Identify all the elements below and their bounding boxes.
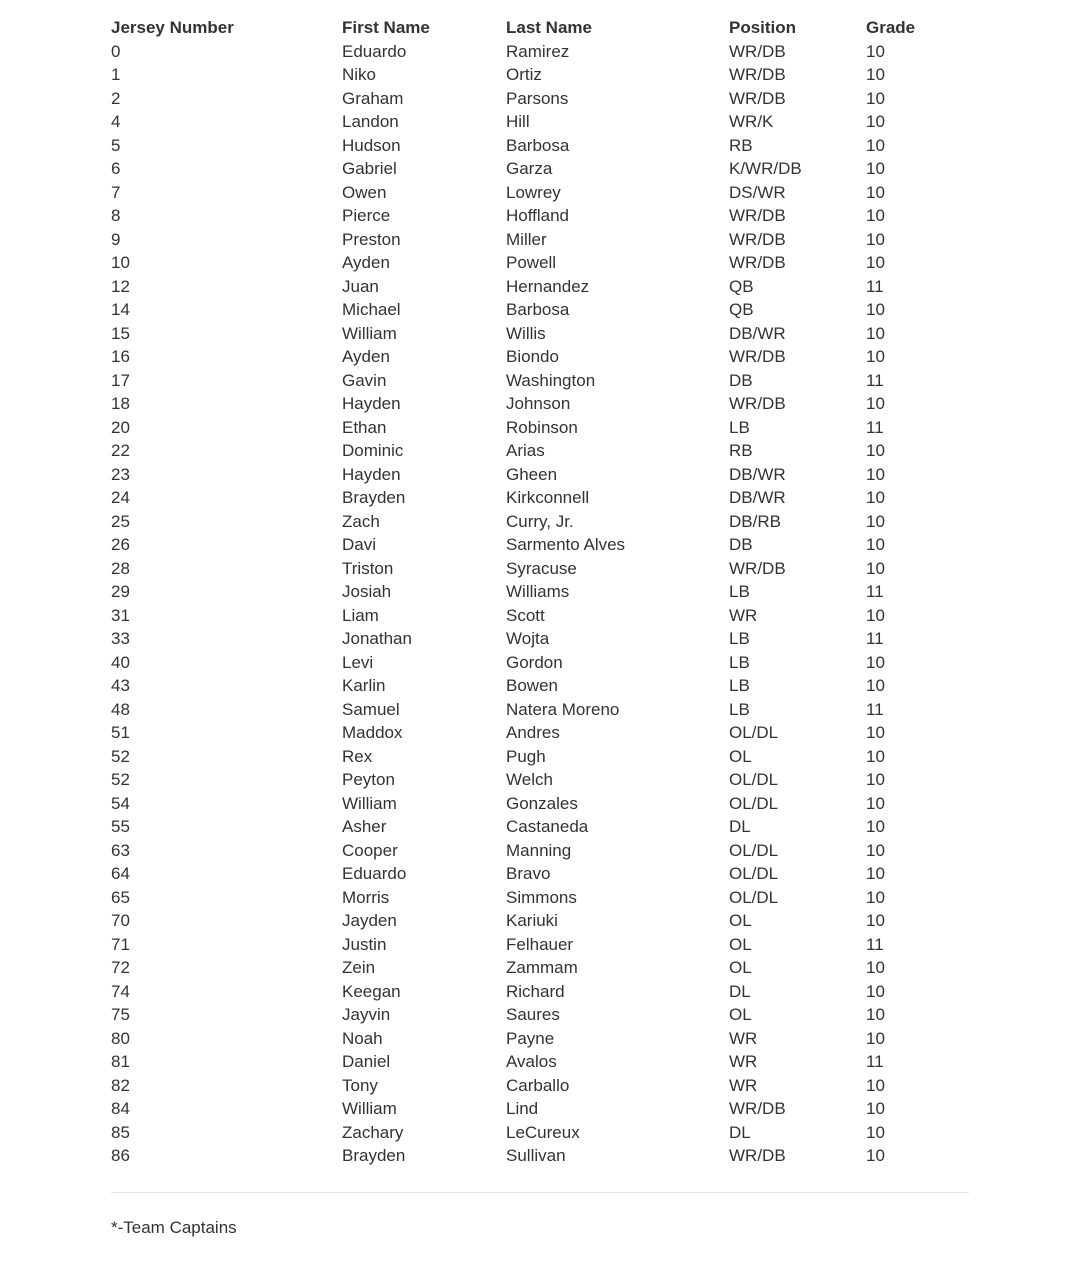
last-name-cell: Simmons	[506, 887, 577, 907]
grade-cell: 10	[866, 1122, 885, 1142]
last-name-cell: Gheen	[506, 464, 558, 484]
table-row	[111, 839, 969, 863]
first-name-cell: Dominic	[342, 441, 404, 460]
jersey-number-cell: 12	[111, 276, 130, 296]
grade-cell: 10	[866, 41, 885, 61]
position-cell: DB	[729, 370, 753, 390]
jersey-number-cell: 43	[111, 676, 130, 695]
position-cell: LB	[729, 417, 750, 437]
position-cell: WR/DB	[729, 253, 786, 272]
first-name-cell: Tony	[342, 1075, 378, 1095]
table-row	[111, 1050, 969, 1074]
grade-cell: 10	[866, 887, 885, 907]
table-row	[111, 322, 969, 346]
last-name-cell: Barbosa	[506, 300, 570, 319]
last-name-cell: Williams	[506, 582, 570, 601]
position-cell: WR/DB	[729, 394, 786, 413]
jersey-number-cell: 1	[111, 65, 121, 84]
first-name-cell: Zach	[342, 511, 380, 531]
table-row	[111, 134, 969, 158]
last-name-cell: Saures	[506, 1005, 560, 1024]
table-row	[111, 204, 969, 228]
position-cell: DB/WR	[729, 323, 786, 343]
header-first-name: First Name	[342, 18, 430, 37]
table-row	[111, 345, 969, 369]
position-cell: WR/DB	[729, 1146, 786, 1165]
last-name-cell: Barbosa	[506, 135, 570, 155]
grade-cell: 10	[866, 958, 885, 977]
grade-cell: 11	[866, 629, 884, 648]
grade-cell: 10	[866, 112, 885, 131]
first-name-cell: Noah	[342, 1028, 383, 1048]
last-name-cell: Bravo	[506, 864, 551, 883]
grade-cell: 10	[866, 488, 885, 507]
jersey-number-cell: 17	[111, 370, 130, 390]
first-name-cell: Triston	[342, 558, 394, 578]
table-row	[111, 1074, 969, 1098]
first-name-cell: Eduardo	[342, 41, 407, 61]
grade-cell: 10	[866, 1075, 885, 1095]
jersey-number-cell: 86	[111, 1146, 130, 1165]
jersey-number-cell: 20	[111, 417, 130, 437]
first-name-cell: Rex	[342, 746, 373, 766]
first-name-cell: Graham	[342, 88, 404, 108]
table-row	[111, 228, 969, 252]
table-row	[111, 580, 969, 604]
grade-cell: 11	[866, 370, 884, 390]
jersey-number-cell: 70	[111, 911, 130, 930]
first-name-cell: Justin	[342, 934, 387, 954]
jersey-number-cell: 80	[111, 1028, 130, 1048]
table-row	[111, 1097, 969, 1121]
jersey-number-cell: 16	[111, 347, 130, 366]
jersey-number-cell: 2	[111, 88, 121, 108]
position-cell: LB	[729, 652, 750, 672]
grade-cell: 10	[866, 864, 885, 883]
jersey-number-cell: 52	[111, 746, 130, 766]
first-name-cell: Eduardo	[342, 864, 407, 883]
last-name-cell: Scott	[506, 605, 545, 625]
last-name-cell: Kariuki	[506, 911, 558, 930]
table-row	[111, 933, 969, 957]
grade-cell: 10	[866, 817, 885, 836]
first-name-cell: Hayden	[342, 394, 401, 413]
last-name-cell: Washington	[506, 370, 596, 390]
grade-cell: 10	[866, 65, 885, 84]
last-name-cell: Robinson	[506, 417, 578, 437]
last-name-cell: Bowen	[506, 676, 558, 695]
grade-cell: 11	[866, 1052, 884, 1071]
first-name-cell: Gavin	[342, 370, 387, 390]
table-row	[111, 745, 969, 769]
grade-cell: 10	[866, 793, 885, 813]
last-name-cell: Johnson	[506, 394, 571, 413]
table-row	[111, 1121, 969, 1145]
jersey-number-cell: 18	[111, 394, 130, 413]
grade-cell: 11	[866, 582, 884, 601]
grade-cell: 10	[866, 605, 885, 625]
divider	[111, 1192, 969, 1193]
last-name-cell: Ortiz	[506, 65, 542, 84]
first-name-cell: Liam	[342, 605, 379, 625]
table-row	[111, 439, 969, 463]
position-cell: OL	[729, 934, 752, 954]
last-name-cell: Curry, Jr.	[506, 511, 574, 531]
table-row	[111, 1003, 969, 1027]
last-name-cell: Garza	[506, 159, 553, 178]
position-cell: QB	[729, 300, 754, 319]
first-name-cell: Zachary	[342, 1122, 404, 1142]
table-row	[111, 792, 969, 816]
position-cell: K/WR/DB	[729, 159, 802, 178]
table-row	[111, 486, 969, 510]
position-cell: WR/DB	[729, 229, 786, 249]
position-cell: DL	[729, 981, 751, 1001]
last-name-cell: Biondo	[506, 347, 559, 366]
last-name-cell: Richard	[506, 981, 565, 1001]
grade-cell: 10	[866, 981, 885, 1001]
table-row	[111, 275, 969, 299]
last-name-cell: Felhauer	[506, 934, 574, 954]
last-name-cell: Zammam	[506, 958, 578, 977]
last-name-cell: Lind	[506, 1099, 539, 1118]
grade-cell: 10	[866, 770, 885, 789]
jersey-number-cell: 10	[111, 253, 130, 272]
last-name-cell: Syracuse	[506, 558, 577, 578]
last-name-cell: LeCureux	[506, 1122, 580, 1142]
grade-cell: 10	[866, 347, 885, 366]
first-name-cell: Jonathan	[342, 629, 412, 648]
last-name-cell: Lowrey	[506, 182, 561, 202]
position-cell: DL	[729, 1122, 751, 1142]
position-cell: OL	[729, 958, 752, 977]
first-name-cell: Zein	[342, 958, 376, 977]
first-name-cell: Peyton	[342, 770, 395, 789]
table-row	[111, 721, 969, 745]
position-cell: WR/K	[729, 112, 774, 131]
last-name-cell: Avalos	[506, 1052, 557, 1071]
jersey-number-cell: 63	[111, 840, 130, 860]
last-name-cell: Pugh	[506, 746, 546, 766]
last-name-cell: Manning	[506, 840, 572, 860]
grade-cell: 10	[866, 88, 885, 108]
position-cell: WR/DB	[729, 88, 786, 108]
first-name-cell: Hudson	[342, 135, 401, 155]
first-name-cell: Jayvin	[342, 1005, 391, 1024]
jersey-number-cell: 29	[111, 582, 130, 601]
last-name-cell: Ramirez	[506, 41, 570, 61]
first-name-cell: Cooper	[342, 840, 398, 860]
jersey-number-cell: 85	[111, 1122, 130, 1142]
first-name-cell: Ayden	[342, 347, 390, 366]
grade-cell: 10	[866, 652, 885, 672]
position-cell: OL	[729, 1005, 752, 1024]
jersey-number-cell: 82	[111, 1075, 130, 1095]
team-captains-footnote: *-Team Captains	[111, 1218, 237, 1237]
last-name-cell: Gonzales	[506, 793, 578, 813]
jersey-number-cell: 51	[111, 723, 130, 742]
position-cell: DS/WR	[729, 182, 786, 202]
grade-cell: 10	[866, 182, 885, 202]
first-name-cell: Preston	[342, 229, 401, 249]
first-name-cell: Ethan	[342, 417, 387, 437]
table-header-row	[111, 16, 969, 40]
first-name-cell: Samuel	[342, 699, 400, 719]
position-cell: LB	[729, 676, 750, 695]
last-name-cell: Parsons	[506, 88, 569, 108]
table-row	[111, 63, 969, 87]
table-row	[111, 463, 969, 487]
table-row	[111, 87, 969, 111]
table-row	[111, 604, 969, 628]
table-row	[111, 627, 969, 651]
jersey-number-cell: 71	[111, 934, 130, 954]
first-name-cell: Hayden	[342, 464, 401, 484]
position-cell: OL/DL	[729, 887, 779, 907]
grade-cell: 11	[866, 934, 884, 954]
first-name-cell: Brayden	[342, 1146, 406, 1165]
jersey-number-cell: 75	[111, 1005, 130, 1024]
table-row	[111, 416, 969, 440]
last-name-cell: Hoffland	[506, 206, 570, 225]
grade-cell: 11	[866, 699, 884, 719]
grade-cell: 10	[866, 535, 885, 554]
first-name-cell: Juan	[342, 276, 379, 296]
table-row	[111, 510, 969, 534]
position-cell: RB	[729, 441, 753, 460]
position-cell: OL/DL	[729, 793, 779, 813]
position-cell: LB	[729, 699, 750, 719]
first-name-cell: Josiah	[342, 582, 392, 601]
last-name-cell: Wojta	[506, 629, 550, 648]
grade-cell: 10	[866, 323, 885, 343]
first-name-cell: Asher	[342, 817, 387, 836]
table-row	[111, 557, 969, 581]
table-row	[111, 533, 969, 557]
position-cell: WR/DB	[729, 41, 786, 61]
position-cell: OL/DL	[729, 864, 779, 883]
grade-cell: 10	[866, 464, 885, 484]
grade-cell: 10	[866, 746, 885, 766]
last-name-cell: Sarmento Alves	[506, 535, 626, 554]
jersey-number-cell: 6	[111, 159, 121, 178]
position-cell: DB/RB	[729, 511, 781, 531]
last-name-cell: Natera Moreno	[506, 699, 620, 719]
first-name-cell: Ayden	[342, 253, 390, 272]
grade-cell: 10	[866, 229, 885, 249]
grade-cell: 10	[866, 911, 885, 930]
position-cell: WR/DB	[729, 347, 786, 366]
table-row	[111, 862, 969, 886]
jersey-number-cell: 84	[111, 1099, 130, 1118]
first-name-cell: William	[342, 323, 397, 343]
grade-cell: 10	[866, 441, 885, 460]
grade-cell: 10	[866, 676, 885, 695]
jersey-number-cell: 23	[111, 464, 130, 484]
position-cell: WR	[729, 1052, 758, 1071]
table-row	[111, 110, 969, 134]
jersey-number-cell: 26	[111, 535, 130, 554]
position-cell: WR/DB	[729, 1099, 786, 1118]
roster-table	[111, 16, 969, 1168]
position-cell: WR	[729, 1028, 758, 1048]
grade-cell: 10	[866, 394, 885, 413]
table-row	[111, 157, 969, 181]
position-cell: DB/WR	[729, 488, 786, 507]
table-row	[111, 181, 969, 205]
last-name-cell: Hernandez	[506, 276, 590, 296]
first-name-cell: Morris	[342, 887, 390, 907]
first-name-cell: Levi	[342, 652, 374, 672]
jersey-number-cell: 22	[111, 441, 130, 460]
last-name-cell: Carballo	[506, 1075, 570, 1095]
position-cell: WR	[729, 1075, 758, 1095]
first-name-cell: Landon	[342, 112, 399, 131]
first-name-cell: Daniel	[342, 1052, 391, 1071]
last-name-cell: Sullivan	[506, 1146, 566, 1165]
jersey-number-cell: 9	[111, 229, 121, 249]
grade-cell: 10	[866, 253, 885, 272]
jersey-number-cell: 74	[111, 981, 130, 1001]
jersey-number-cell: 72	[111, 958, 130, 977]
jersey-number-cell: 33	[111, 629, 130, 648]
jersey-number-cell: 65	[111, 887, 130, 907]
grade-cell: 10	[866, 723, 885, 742]
last-name-cell: Welch	[506, 770, 553, 789]
table-row	[111, 298, 969, 322]
table-row	[111, 815, 969, 839]
grade-cell: 10	[866, 1028, 885, 1048]
first-name-cell: Jayden	[342, 911, 397, 930]
first-name-cell: Gabriel	[342, 159, 397, 178]
position-cell: WR/DB	[729, 558, 786, 578]
grade-cell: 10	[866, 300, 885, 319]
position-cell: WR/DB	[729, 206, 786, 225]
first-name-cell: Karlin	[342, 676, 386, 695]
table-row	[111, 40, 969, 64]
jersey-number-cell: 25	[111, 511, 130, 531]
grade-cell: 11	[866, 417, 884, 437]
jersey-number-cell: 15	[111, 323, 130, 343]
first-name-cell: William	[342, 1099, 397, 1118]
jersey-number-cell: 31	[111, 605, 130, 625]
grade-cell: 10	[866, 1099, 885, 1118]
last-name-cell: Andres	[506, 723, 560, 742]
position-cell: LB	[729, 582, 750, 601]
table-row	[111, 251, 969, 275]
table-row	[111, 674, 969, 698]
table-row	[111, 698, 969, 722]
last-name-cell: Gordon	[506, 652, 563, 672]
position-cell: DB	[729, 535, 753, 554]
position-cell: LB	[729, 629, 750, 648]
position-cell: OL/DL	[729, 770, 779, 789]
jersey-number-cell: 14	[111, 300, 130, 319]
position-cell: WR/DB	[729, 65, 786, 84]
first-name-cell: Pierce	[342, 206, 391, 225]
first-name-cell: Owen	[342, 182, 387, 202]
last-name-cell: Willis	[506, 323, 546, 343]
table-row	[111, 956, 969, 980]
last-name-cell: Miller	[506, 229, 547, 249]
position-cell: RB	[729, 135, 753, 155]
header-grade: Grade	[866, 18, 916, 37]
grade-cell: 11	[866, 276, 884, 296]
jersey-number-cell: 5	[111, 135, 121, 155]
first-name-cell: Brayden	[342, 488, 406, 507]
header-jersey-number: Jersey Number	[111, 18, 234, 37]
table-row	[111, 392, 969, 416]
grade-cell: 10	[866, 1005, 885, 1024]
jersey-number-cell: 0	[111, 41, 121, 61]
position-cell: DL	[729, 817, 751, 836]
table-row	[111, 1144, 969, 1168]
grade-cell: 10	[866, 511, 885, 531]
first-name-cell: Keegan	[342, 981, 401, 1001]
jersey-number-cell: 8	[111, 206, 121, 225]
jersey-number-cell: 48	[111, 699, 130, 719]
position-cell: OL/DL	[729, 723, 779, 742]
grade-cell: 10	[866, 558, 885, 578]
table-row	[111, 980, 969, 1004]
first-name-cell: Davi	[342, 535, 377, 554]
last-name-cell: Payne	[506, 1028, 555, 1048]
first-name-cell: William	[342, 793, 397, 813]
jersey-number-cell: 52	[111, 770, 130, 789]
jersey-number-cell: 55	[111, 817, 130, 836]
jersey-number-cell: 28	[111, 558, 130, 578]
last-name-cell: Kirkconnell	[506, 488, 590, 507]
position-cell: OL/DL	[729, 840, 779, 860]
table-row	[111, 369, 969, 393]
table-row	[111, 886, 969, 910]
last-name-cell: Arias	[506, 441, 545, 460]
jersey-number-cell: 4	[111, 112, 121, 131]
grade-cell: 10	[866, 135, 885, 155]
table-row	[111, 1027, 969, 1051]
jersey-number-cell: 64	[111, 864, 130, 883]
header-position: Position	[729, 18, 797, 37]
jersey-number-cell: 54	[111, 793, 130, 813]
position-cell: WR	[729, 605, 758, 625]
header-last-name: Last Name	[506, 18, 592, 37]
table-row	[111, 651, 969, 675]
last-name-cell: Castaneda	[506, 817, 589, 836]
first-name-cell: Maddox	[342, 723, 403, 742]
table-body	[111, 40, 969, 1168]
last-name-cell: Powell	[506, 253, 557, 272]
grade-cell: 10	[866, 159, 885, 178]
grade-cell: 10	[866, 206, 885, 225]
position-cell: OL	[729, 911, 752, 930]
grade-cell: 10	[866, 840, 885, 860]
jersey-number-cell: 24	[111, 488, 130, 507]
position-cell: DB/WR	[729, 464, 786, 484]
last-name-cell: Hill	[506, 112, 530, 131]
jersey-number-cell: 81	[111, 1052, 130, 1071]
first-name-cell: Niko	[342, 65, 377, 84]
first-name-cell: Michael	[342, 300, 401, 319]
table-row	[111, 909, 969, 933]
position-cell: QB	[729, 276, 754, 296]
jersey-number-cell: 40	[111, 652, 130, 672]
jersey-number-cell: 7	[111, 182, 121, 202]
grade-cell: 10	[866, 1146, 885, 1165]
position-cell: OL	[729, 746, 752, 766]
table-row	[111, 768, 969, 792]
